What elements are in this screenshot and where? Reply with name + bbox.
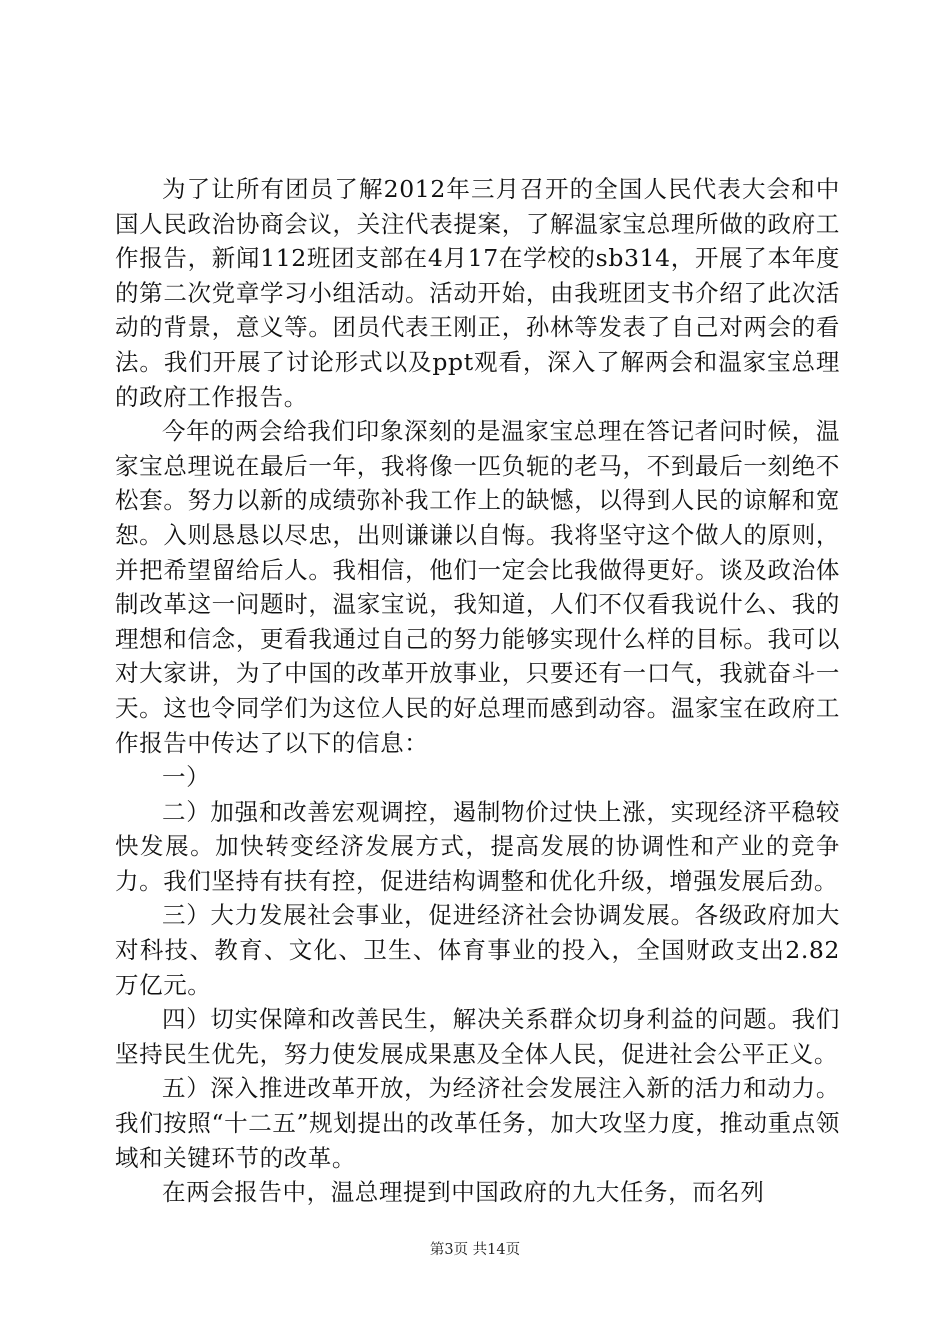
page-number-footer: 第3页 共14页 (429, 1242, 521, 1258)
document-body (115, 172, 840, 1210)
paragraph-item-4: 四）切实保障和改善民生，解决关系群众切身利益的问题。我们坚持民生优先，努力使发展成果惠及全体人民，促进社会公平正义。 (115, 1005, 840, 1068)
paragraph-premier-remarks: 今年的两会给我们印象深刻的是温家宝总理在答记者问时候，温家宝总理说在最后一年，我将像一匹负轭的老马，不到最后一刻绝不松套。努力以新的成绩弥补我工作上的缺憾，以得到人民的谅解和宽恕。入则恳恳以尽忠，出则谦谦以自悔。我将坚守这个做人的原则，并把希望留给后人。我相信，他们一定会比我做得更好。谈及政治体制改革这一问题时，温家宝说，我知道，人们不仅看我说什么、我的理想和信念，更看我通过自己的努力能够实现什么样的目标。我可以对大家讲，为了中国的改革开放事业，只要还有一口气，我就奋斗一天。这也令同学们为这位人民的好总理而感到动容。温家宝在政府工作报告中传达了以下的信息： (115, 417, 840, 757)
paragraph-item-1: 一） (162, 763, 211, 792)
paragraph-item-5: 五）深入推进改革开放，为经济社会发展注入新的活力和动力。我们按照“十二五”规划提出的改革任务，加大攻坚力度，推动重点领域和关键环节的改革。 (115, 1074, 840, 1172)
paragraph-nine-tasks: 在两会报告中，温总理提到中国政府的九大任务，而名列 (162, 1178, 765, 1207)
paragraph-intro: 为了让所有团员了解2012年三月召开的全国人民代表大会和中国人民政治协商会议，关注代表提案，了解温家宝总理所做的政府工作报告，新闻112班团支部在4月17在学校的sb314，开展了本年度的第二次党章学习小组活动。活动开始，由我班团支书介绍了此次活动的背景，意义等。团员代表王刚正，孙林等发表了自己对两会的看法。我们开展了讨论形式以及ppt观看，深入了解两会和温家宝总理的政府工作报告。 (115, 175, 840, 411)
paragraph-item-3: 三）大力发展社会事业，促进经济社会协调发展。各级政府加大对科技、教育、文化、卫生、体育事业的投入，全国财政支出2.82万亿元。 (115, 901, 840, 999)
paragraph-item-2: 二）加强和改善宏观调控，遏制物价过快上涨，实现经济平稳较快发展。加快转变经济发展方式，提高发展的协调性和产业的竞争力。我们坚持有扶有控，促进结构调整和优化升级，增强发展后劲。 (115, 797, 840, 895)
